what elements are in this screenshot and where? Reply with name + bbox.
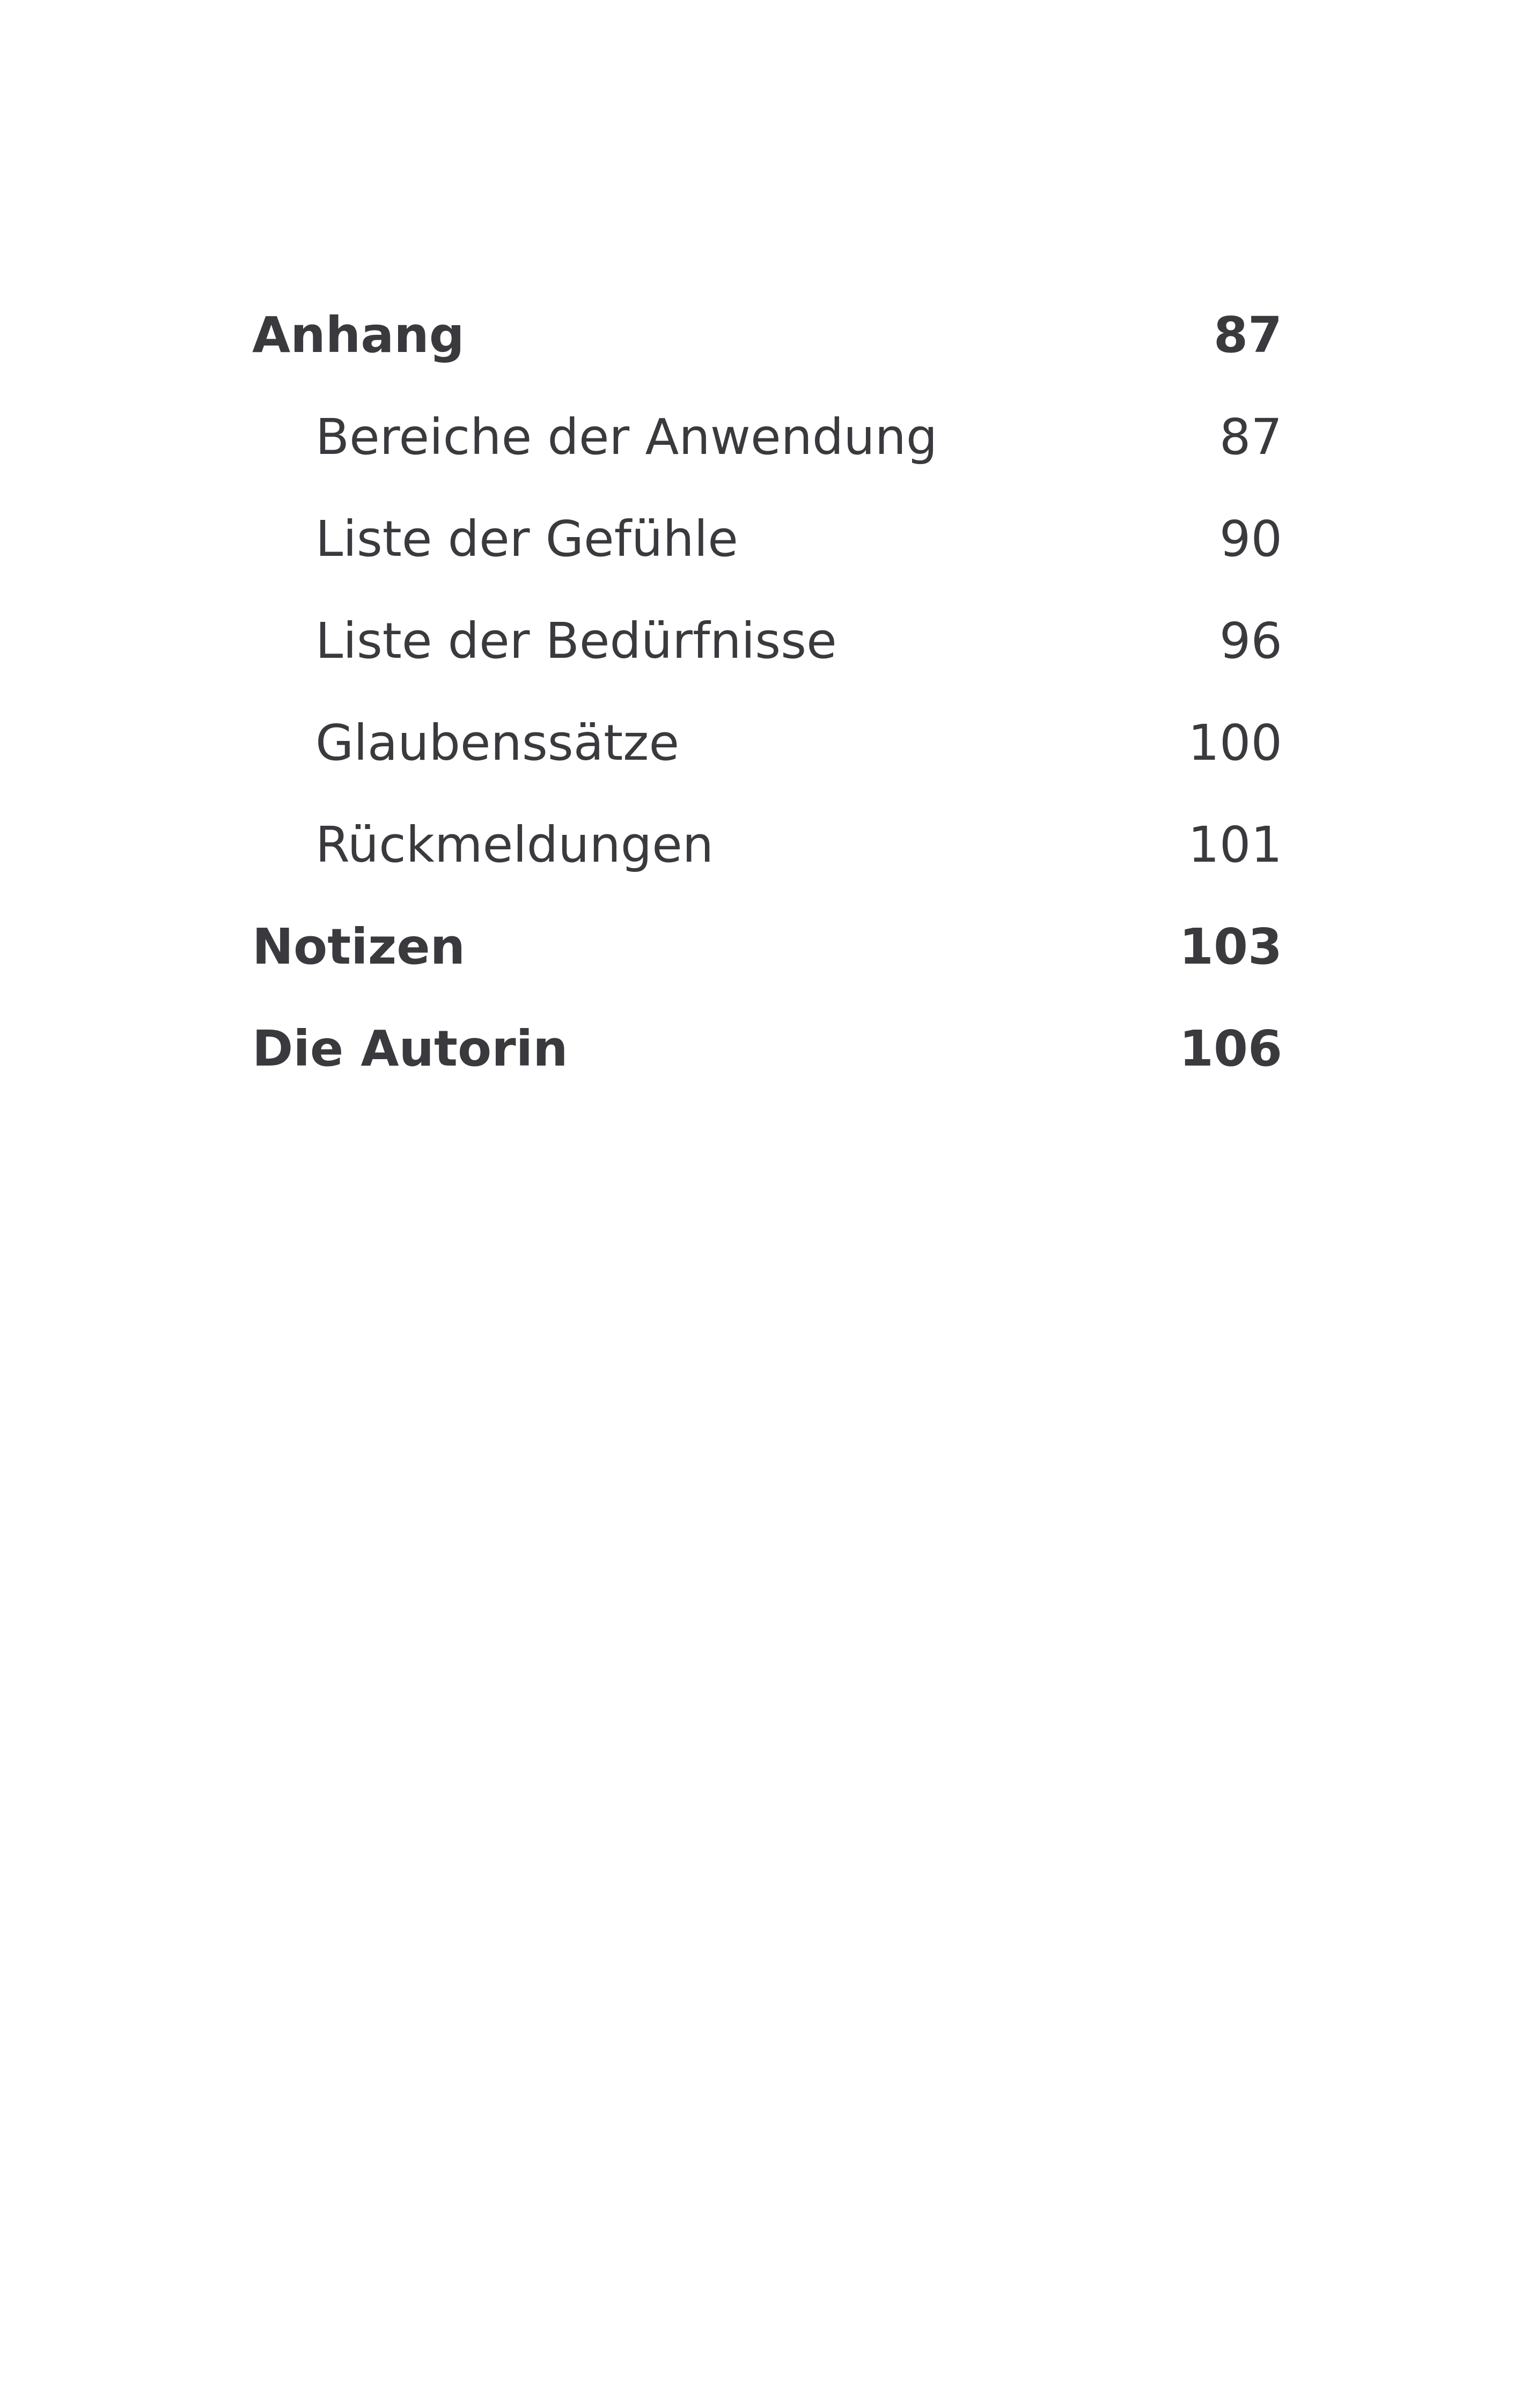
toc-entry-bereiche-der-anwendung[interactable]	[252, 386, 1282, 488]
toc-entry-page: 101	[1188, 816, 1282, 873]
toc-entry-title: Bereiche der Anwendung	[315, 408, 938, 466]
toc-entry-rueckmeldungen[interactable]	[252, 794, 1282, 896]
toc-entry-page: 106	[1179, 1020, 1282, 1077]
toc-entry-title: Notizen	[252, 918, 466, 975]
toc-entry-page: 103	[1179, 918, 1282, 975]
toc-entry-page: 87	[1219, 408, 1282, 466]
toc-entry-title: Liste der Gefühle	[315, 510, 738, 568]
toc-entry-page: 100	[1188, 714, 1282, 772]
table-of-contents	[252, 284, 1282, 1100]
toc-entry-liste-der-beduerfnisse[interactable]	[252, 590, 1282, 692]
toc-entry-anhang[interactable]	[252, 284, 1282, 386]
toc-entry-notizen[interactable]	[252, 896, 1282, 998]
toc-entry-die-autorin[interactable]	[252, 998, 1282, 1100]
toc-entry-title: Rückmeldungen	[315, 816, 714, 873]
toc-entry-title: Anhang	[252, 306, 465, 364]
toc-entry-page: 90	[1219, 510, 1282, 568]
toc-entry-glaubenssaetze[interactable]	[252, 692, 1282, 794]
toc-entry-title: Liste der Bedürfnisse	[315, 612, 837, 670]
toc-entry-page: 96	[1219, 612, 1282, 670]
toc-entry-title: Glaubenssätze	[315, 714, 680, 772]
toc-entry-liste-der-gefuehle[interactable]	[252, 488, 1282, 590]
toc-entry-page: 87	[1213, 306, 1282, 364]
toc-entry-title: Die Autorin	[252, 1020, 568, 1077]
